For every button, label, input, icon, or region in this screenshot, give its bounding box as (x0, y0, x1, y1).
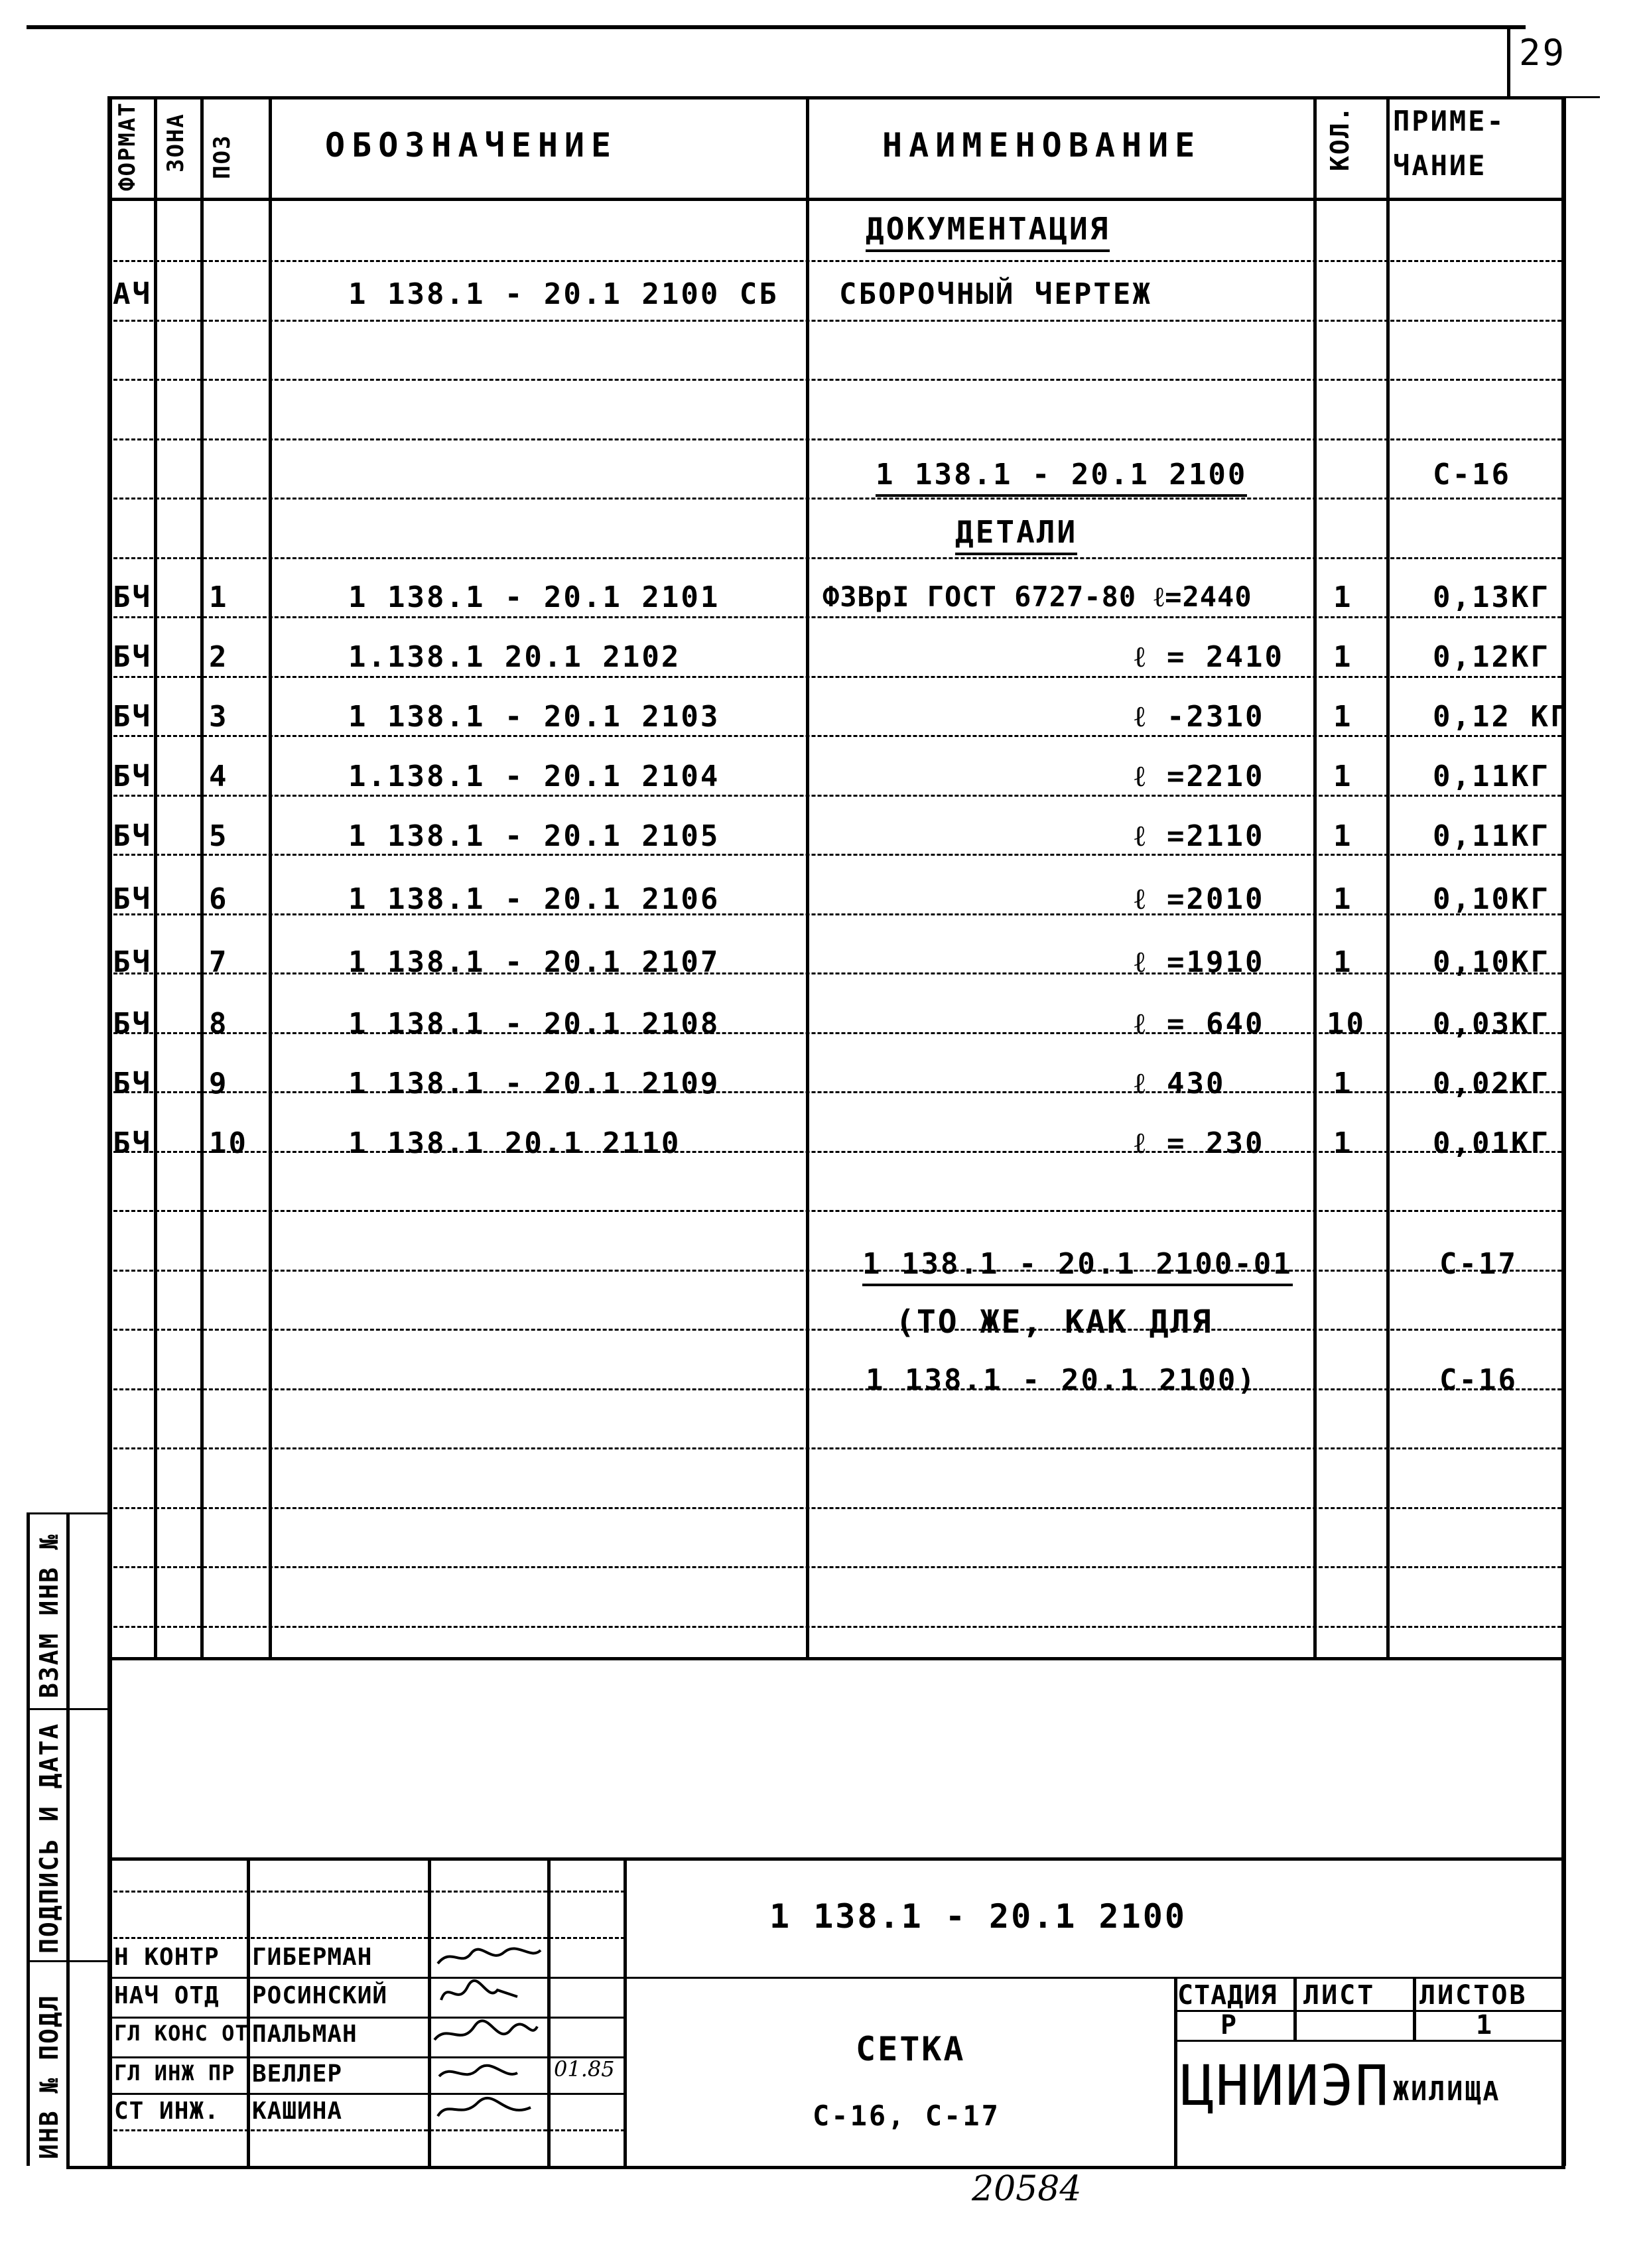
row-13-pos: 8 (209, 1007, 229, 1041)
row-separator (107, 260, 1561, 262)
document-title: СЕТКА (856, 2030, 966, 2068)
row-11-name: ℓ =2010 (1134, 882, 1265, 916)
row-separator (107, 795, 1561, 797)
row-separator (107, 498, 1561, 500)
signature-2 (434, 2021, 537, 2040)
sheet-number-box-left (1507, 25, 1510, 100)
header-name: НАИМЕНОВАНИЕ (882, 126, 1202, 165)
signature-4 (438, 2098, 531, 2116)
role-4-name: КАШИНА (252, 2098, 343, 2125)
row-7-pos: 2 (209, 640, 229, 674)
row-10-qty: 1 (1333, 819, 1353, 853)
row-14-name: ℓ 430 (1134, 1067, 1226, 1101)
role-2: ГЛ КОНС ОТ (114, 2021, 249, 2046)
tb-stage-sep-1 (1293, 1977, 1297, 2040)
row-7-name: ℓ = 2410 (1134, 640, 1284, 674)
tb-col-names (247, 1857, 250, 2166)
role-1: НАЧ ОТД (114, 1982, 220, 2009)
col-sep-designation (269, 96, 272, 1657)
row-separator (107, 557, 1561, 559)
archive-number: 20584 (972, 2169, 1082, 2209)
side-margin-sep1 (27, 1708, 109, 1710)
side-margin-inner (66, 1512, 70, 2166)
row-separator (107, 1388, 1561, 1390)
tb-col-date (547, 1857, 551, 2166)
document-code: 1 138.1 - 20.1 2100 (769, 1897, 1187, 1936)
row-10-name: ℓ =2110 (1134, 819, 1265, 853)
row-11-pos: 6 (209, 882, 229, 916)
header-designation: ОБОЗНАЧЕНИЕ (325, 126, 618, 165)
sheets-value: 1 (1476, 2010, 1494, 2040)
row-separator (107, 438, 1561, 440)
signatures (431, 1934, 547, 2133)
row-separator (107, 1507, 1561, 1509)
document-subtitle: С-16, С-17 (813, 2100, 1000, 2132)
row-12-pos: 7 (209, 945, 229, 979)
row-9-pos: 4 (209, 760, 229, 793)
row-6-designation: 1 138.1 - 20.1 2101 (348, 580, 720, 614)
row-15-pos: 10 (209, 1126, 248, 1160)
top-border (27, 25, 1526, 29)
org-name: ЦНИИЭП (1181, 2053, 1390, 2118)
role-3: ГЛ ИНЖ ПР (114, 2060, 235, 2086)
row-1-name: СБОРОЧНЫЙ ЧЕРТЕЖ (839, 277, 1152, 311)
frame-right (1561, 96, 1566, 2166)
row-18-name: (ТО ЖЕ, КАК ДЛЯ (895, 1303, 1213, 1341)
row-separator (107, 1626, 1561, 1628)
row-6-format: БЧ (113, 580, 152, 614)
role-3-name: ВЕЛЛЕР (252, 2060, 343, 2088)
row-separator (107, 1566, 1561, 1568)
side-label-inv-podl: ИНВ № ПОДЛ (34, 1994, 64, 2159)
row-19-name: 1 138.1 - 20.1 2100) (866, 1363, 1257, 1397)
row-17-note: С-17 (1439, 1247, 1518, 1281)
row-1-designation: 1 138.1 - 20.1 2100 СБ (348, 277, 779, 311)
row-separator (107, 379, 1561, 381)
row-4-note: С-16 (1433, 458, 1511, 492)
row-separator (107, 1447, 1561, 1449)
row-9-designation: 1.138.1 - 20.1 2104 (348, 760, 720, 793)
row-10-note: 0,11КГ (1433, 819, 1550, 853)
row-14-pos: 9 (209, 1067, 229, 1101)
row-6-note: 0,13КГ (1433, 580, 1550, 614)
row-19-note: С-16 (1439, 1363, 1518, 1397)
row-9-qty: 1 (1333, 760, 1353, 793)
row-4-name: 1 138.1 - 20.1 2100 (876, 458, 1247, 497)
row-15-qty: 1 (1333, 1126, 1353, 1160)
header-bottom (107, 198, 1561, 201)
row-separator (107, 854, 1561, 856)
row-8-note: 0,12 КГ (1433, 700, 1570, 734)
row-6-name: Ф3ВрI ГОСТ 6727-80 ℓ=2440 (822, 580, 1252, 613)
row-12-format: БЧ (113, 945, 152, 979)
row-9-format: БЧ (113, 760, 152, 793)
header-zone: ЗОНА (163, 113, 189, 172)
row-11-note: 0,10КГ (1433, 882, 1550, 916)
tb-col-main (624, 1857, 627, 2166)
row-separator (107, 1270, 1561, 1272)
row-14-format: БЧ (113, 1067, 152, 1101)
row-separator (107, 735, 1561, 737)
date-note: 01.85 (554, 2056, 615, 2082)
row-8-designation: 1 138.1 - 20.1 2103 (348, 700, 720, 734)
side-margin-sep2 (27, 1960, 109, 1962)
row-7-format: БЧ (113, 640, 152, 674)
row-12-name: ℓ =1910 (1134, 945, 1265, 979)
title-block-top (107, 1857, 1561, 1861)
row-separator (107, 676, 1561, 678)
row-5-name: ДЕТАЛИ (955, 514, 1077, 555)
stage-value: Р (1220, 2010, 1239, 2040)
sheet-label: ЛИСТ (1303, 1980, 1376, 2011)
tb-row-line-4 (107, 2017, 625, 2019)
header-note-line2: ЧАНИЕ (1393, 149, 1487, 182)
frame-left (107, 96, 112, 2166)
row-12-designation: 1 138.1 - 20.1 2107 (348, 945, 720, 979)
col-sep-name (806, 96, 809, 1657)
row-13-designation: 1 138.1 - 20.1 2108 (348, 1007, 720, 1041)
col-sep-note (1386, 96, 1390, 1657)
row-8-format: БЧ (113, 700, 152, 734)
sheets-label: ЛИСТОВ (1419, 1980, 1528, 2011)
role-4: СТ ИНЖ. (114, 2098, 220, 2125)
row-13-note: 0,03КГ (1433, 1007, 1550, 1041)
row-7-designation: 1.138.1 20.1 2102 (348, 640, 681, 674)
row-9-name: ℓ =2210 (1134, 760, 1265, 793)
row-7-qty: 1 (1333, 640, 1353, 674)
signature-0 (438, 1948, 541, 1964)
row-17-name: 1 138.1 - 20.1 2100-01 (862, 1247, 1293, 1286)
row-15-note: 0,01КГ (1433, 1126, 1550, 1160)
row-separator (107, 616, 1561, 618)
role-1-name: РОСИНСКИЙ (252, 1982, 388, 2009)
side-margin-top (27, 1512, 109, 1514)
sheet-number: 29 (1519, 32, 1567, 74)
row-11-designation: 1 138.1 - 20.1 2106 (348, 882, 720, 916)
row-1-format: АЧ (113, 277, 152, 311)
side-label-vzam-inv: ВЗАМ ИНВ № (34, 1533, 64, 1698)
row-14-designation: 1 138.1 - 20.1 2109 (348, 1067, 720, 1101)
role-0: Н КОНТР (114, 1944, 220, 1971)
col-sep-zone (154, 96, 157, 1657)
row-8-qty: 1 (1333, 700, 1353, 734)
row-10-designation: 1 138.1 - 20.1 2105 (348, 819, 720, 853)
row-separator (107, 1210, 1561, 1212)
org-suffix: ЖИЛИЩА (1393, 2076, 1501, 2107)
row-13-format: БЧ (113, 1007, 152, 1041)
tb-row-line-2 (107, 1937, 625, 1939)
frame-bottom (66, 2166, 1565, 2169)
row-11-format: БЧ (113, 882, 152, 916)
row-14-qty: 1 (1333, 1067, 1353, 1101)
row-14-note: 0,02КГ (1433, 1067, 1550, 1101)
frame-top (107, 96, 1561, 100)
row-10-pos: 5 (209, 819, 229, 853)
row-6-pos: 1 (209, 580, 229, 614)
row-10-format: БЧ (113, 819, 152, 853)
tb-row-line-3 (107, 1977, 1561, 1979)
row-6-qty: 1 (1333, 580, 1353, 614)
row-15-designation: 1 138.1 20.1 2110 (348, 1126, 681, 1160)
row-9-note: 0,11КГ (1433, 760, 1550, 793)
row-11-qty: 1 (1333, 882, 1353, 916)
row-7-note: 0,12КГ (1433, 640, 1550, 674)
side-label-podpis-data: ПОДПИСЬ И ДАТА (34, 1722, 64, 1954)
row-8-pos: 3 (209, 700, 229, 734)
row-13-name: ℓ = 640 (1134, 1007, 1265, 1041)
row-15-name: ℓ = 230 (1134, 1126, 1265, 1160)
stage-label: СТАДИЯ (1177, 1980, 1278, 2011)
header-format: ФОРМАТ (114, 101, 141, 191)
row-12-note: 0,10КГ (1433, 945, 1550, 979)
row-8-name: ℓ -2310 (1134, 700, 1265, 734)
table-bottom (107, 1657, 1561, 1660)
side-margin-outer (27, 1512, 30, 2166)
row-13-qty: 10 (1327, 1007, 1366, 1041)
role-0-name: ГИБЕРМАН (252, 1944, 373, 1971)
row-separator (107, 320, 1561, 322)
role-2-name: ПАЛЬМАН (252, 2021, 358, 2048)
tb-row-line-1 (107, 1891, 625, 1893)
tb-stage-sep-2 (1413, 1977, 1416, 2040)
row-15-format: БЧ (113, 1126, 152, 1160)
col-sep-qty (1313, 96, 1317, 1657)
tb-row-line-5 (107, 2056, 625, 2058)
col-sep-pos (200, 96, 204, 1657)
tb-row-line-7 (107, 2129, 625, 2131)
signature-3 (439, 2066, 517, 2076)
tb-row-line-6 (107, 2093, 625, 2095)
header-qty: КОЛ. (1325, 105, 1354, 171)
signature-1 (441, 1981, 517, 2000)
row-12-qty: 1 (1333, 945, 1353, 979)
header-note-line1: ПРИМЕ- (1393, 105, 1506, 137)
row-0-name: ДОКУМЕНТАЦИЯ (866, 211, 1110, 252)
header-pos: ПОЗ (209, 134, 235, 179)
row-separator (107, 1329, 1561, 1331)
